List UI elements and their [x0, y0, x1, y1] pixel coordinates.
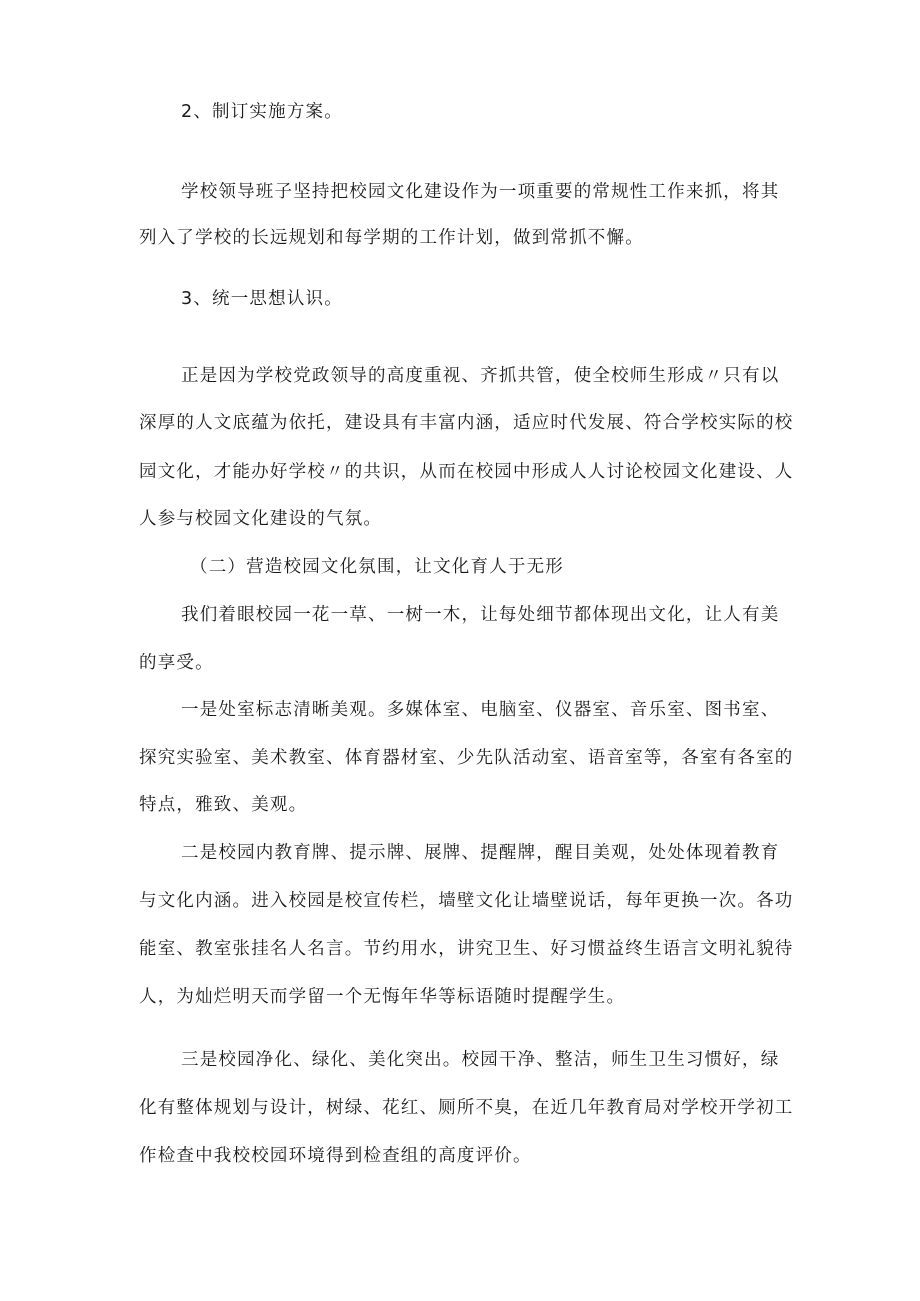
section-heading-2: （二）营造校园文化氛围，让文化育人于无形 — [190, 557, 564, 577]
paragraph-5-line-4: 人，为灿烂明天而学留一个无悔年华等标语随时提醒学生。 — [139, 987, 626, 1007]
paragraph-5-line-3: 能室、教室张挂名人名言。节约用水，讲究卫生、好习惯益终生语言文明礼貌待 — [139, 939, 794, 959]
paragraph-2-line-4: 人参与校园文化建设的气氛。 — [139, 509, 383, 529]
paragraph-1-line-1: 学校领导班子坚持把校园文化建设作为一项重要的常规性工作来抓，将其 — [181, 182, 780, 202]
paragraph-5-line-2: 与文化内涵。进入校园是校宣传栏，墙壁文化让墙壁说话，每年更换一次。各功 — [139, 891, 794, 911]
paragraph-4-line-3: 特点，雅致、美观。 — [139, 795, 308, 815]
paragraph-1-line-2: 列入了学校的长远规划和每学期的工作计划，做到常抓不懈。 — [139, 228, 644, 248]
paragraph-5-line-1: 二是校园内教育牌、提示牌、展牌、提醒牌，醒目美观，处处体现着教育 — [181, 843, 780, 863]
paragraph-6-line-2: 化有整体规划与设计，树绿、花红、厕所不臭，在近几年教育局对学校开学初工 — [139, 1098, 794, 1118]
paragraph-2-line-1: 正是因为学校党政领导的高度重视、齐抓共管，使全校师生形成〃只有以 — [181, 366, 780, 386]
paragraph-4-line-1: 一是处室标志清晰美观。多媒体室、电脑室、仪器室、音乐室、图书室、 — [181, 700, 780, 720]
paragraph-3-line-2: 的享受。 — [139, 653, 214, 673]
item-heading-2: 2、制订实施方案。 — [181, 102, 343, 122]
paragraph-2-line-3: 园文化，才能办好学校〃的共识，从而在校园中形成人人讨论校园文化建设、人 — [139, 462, 794, 482]
paragraph-3-line-1: 我们着眼校园一花一草、一树一木，让每处细节都体现出文化，让人有美 — [181, 605, 780, 625]
item-heading-3: 3、统一思想认识。 — [181, 289, 343, 309]
paragraph-2-line-2: 深厚的人文底蕴为依托，建设具有丰富内涵，适应时代发展、符合学校实际的校 — [139, 413, 794, 433]
paragraph-6-line-1: 三是校园净化、绿化、美化突出。校园干净、整洁，师生卫生习惯好，绿 — [181, 1050, 780, 1070]
paragraph-4-line-2: 探究实验室、美术教室、体育器材室、少先队活动室、语音室等，各室有各室的 — [139, 748, 794, 768]
paragraph-6-line-3: 作检查中我校校园环境得到检查组的高度评价。 — [139, 1146, 532, 1166]
